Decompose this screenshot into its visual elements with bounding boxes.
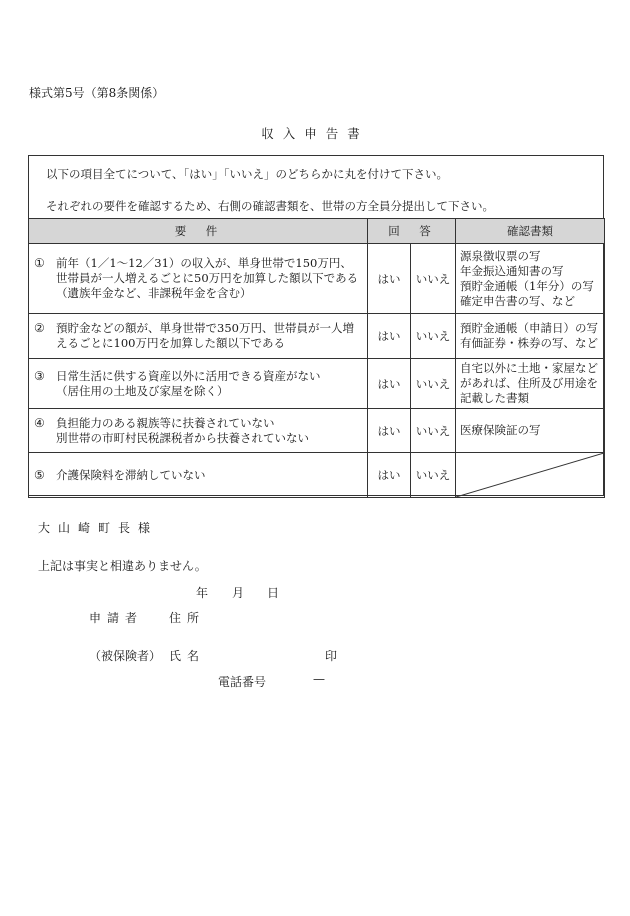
instruction-2: それぞれの要件を確認するため、右側の確認書類を、世帯の方全員分提出して下さい。	[46, 199, 495, 213]
row-number: ①	[34, 256, 45, 270]
requirement-text: 日常生活に供する資産以外に活用できる資産がない （居住用の土地及び家屋を除く）	[56, 368, 321, 398]
answer-yes[interactable]: はい	[368, 244, 411, 314]
table-row	[29, 409, 605, 453]
header-documents: 確認書類	[456, 219, 605, 244]
requirement-cell	[29, 409, 368, 453]
confirmation-statement: 上記は事実と相違ありません。	[38, 559, 207, 573]
documents-text: 源泉徴収票の写 年金振込通知書の写 預貯金通帳（1年分）の写 確定申告書の写、など	[460, 248, 594, 308]
documents-text: 預貯金通帳（申請日）の写 有価証券・株券の写、など	[460, 321, 598, 350]
addressee: 大山崎町長様	[38, 521, 159, 535]
documents-text: 医療保険証の写	[460, 423, 541, 437]
documents-cell	[456, 244, 605, 314]
requirement-text: 預貯金などの額が、単身世帯で350万円、世帯員が一人増えるごとに100万円を加算した額以下である	[56, 321, 354, 350]
documents-cell	[456, 314, 605, 359]
phone-separator: —	[313, 672, 325, 686]
insured-label: （被保険者）	[89, 649, 162, 663]
row-number: ③	[34, 368, 45, 383]
answer-yes[interactable]: はい	[368, 359, 411, 409]
requirement-cell	[29, 453, 368, 498]
answer-yes[interactable]: はい	[368, 409, 411, 453]
date-year-label: 年	[196, 586, 209, 600]
name-label: 氏名	[169, 649, 206, 663]
seal-label: 印	[325, 649, 338, 663]
answer-no[interactable]: いいえ	[411, 314, 456, 359]
requirement-cell	[29, 314, 368, 359]
date-day-label: 日	[267, 586, 280, 600]
requirement-text: 介護保険料を滞納していない	[56, 467, 206, 482]
requirement-text: 負担能力のある親族等に扶養されていない 別世帯の市町村民税課税者から扶養されていない	[56, 415, 309, 445]
documents-cell	[456, 359, 605, 409]
form-number-label: 様式第5号（第8条関係）	[29, 86, 165, 100]
documents-cell	[456, 409, 605, 453]
table-header-row	[29, 219, 605, 244]
table-row	[29, 359, 605, 409]
instruction-1: 以下の項目全てについて、「はい」「いいえ」のどちらかに丸を付けて下さい。	[46, 167, 449, 181]
row-number: ②	[34, 321, 45, 335]
applicant-label: 申請者	[89, 611, 144, 625]
documents-cell-empty	[456, 453, 605, 498]
requirement-cell	[29, 244, 368, 314]
phone-label: 電話番号	[218, 675, 267, 689]
table-row	[29, 453, 605, 498]
address-label: 住所	[169, 611, 206, 625]
row-number: ④	[34, 415, 45, 430]
header-requirement: 要 件	[29, 219, 368, 244]
table-row	[29, 314, 605, 359]
documents-text: 自宅以外に土地・家屋などがあれば、住所及び用途を記載した書類	[460, 361, 598, 405]
answer-no[interactable]: いいえ	[411, 453, 456, 498]
diagonal-strike-line	[456, 453, 604, 497]
header-answer: 回 答	[368, 219, 456, 244]
table-row	[29, 244, 605, 314]
answer-no[interactable]: いいえ	[411, 409, 456, 453]
document-title: 収入申告書	[261, 126, 369, 141]
requirements-table	[28, 218, 605, 498]
date-month-label: 月	[232, 586, 245, 600]
answer-yes[interactable]: はい	[368, 314, 411, 359]
requirements-box	[28, 155, 604, 496]
requirement-cell	[29, 359, 368, 409]
answer-yes[interactable]: はい	[368, 453, 411, 498]
answer-no[interactable]: いいえ	[411, 359, 456, 409]
row-number: ⑤	[34, 467, 45, 482]
answer-no[interactable]: いいえ	[411, 244, 456, 314]
requirement-text: 前年（1／1〜12／31）の収入が、単身世帯で150万円、世帯員が一人増えるごとに50万円を加算した額以下である（遺族年金など、非課税年金を含む）	[56, 256, 359, 300]
